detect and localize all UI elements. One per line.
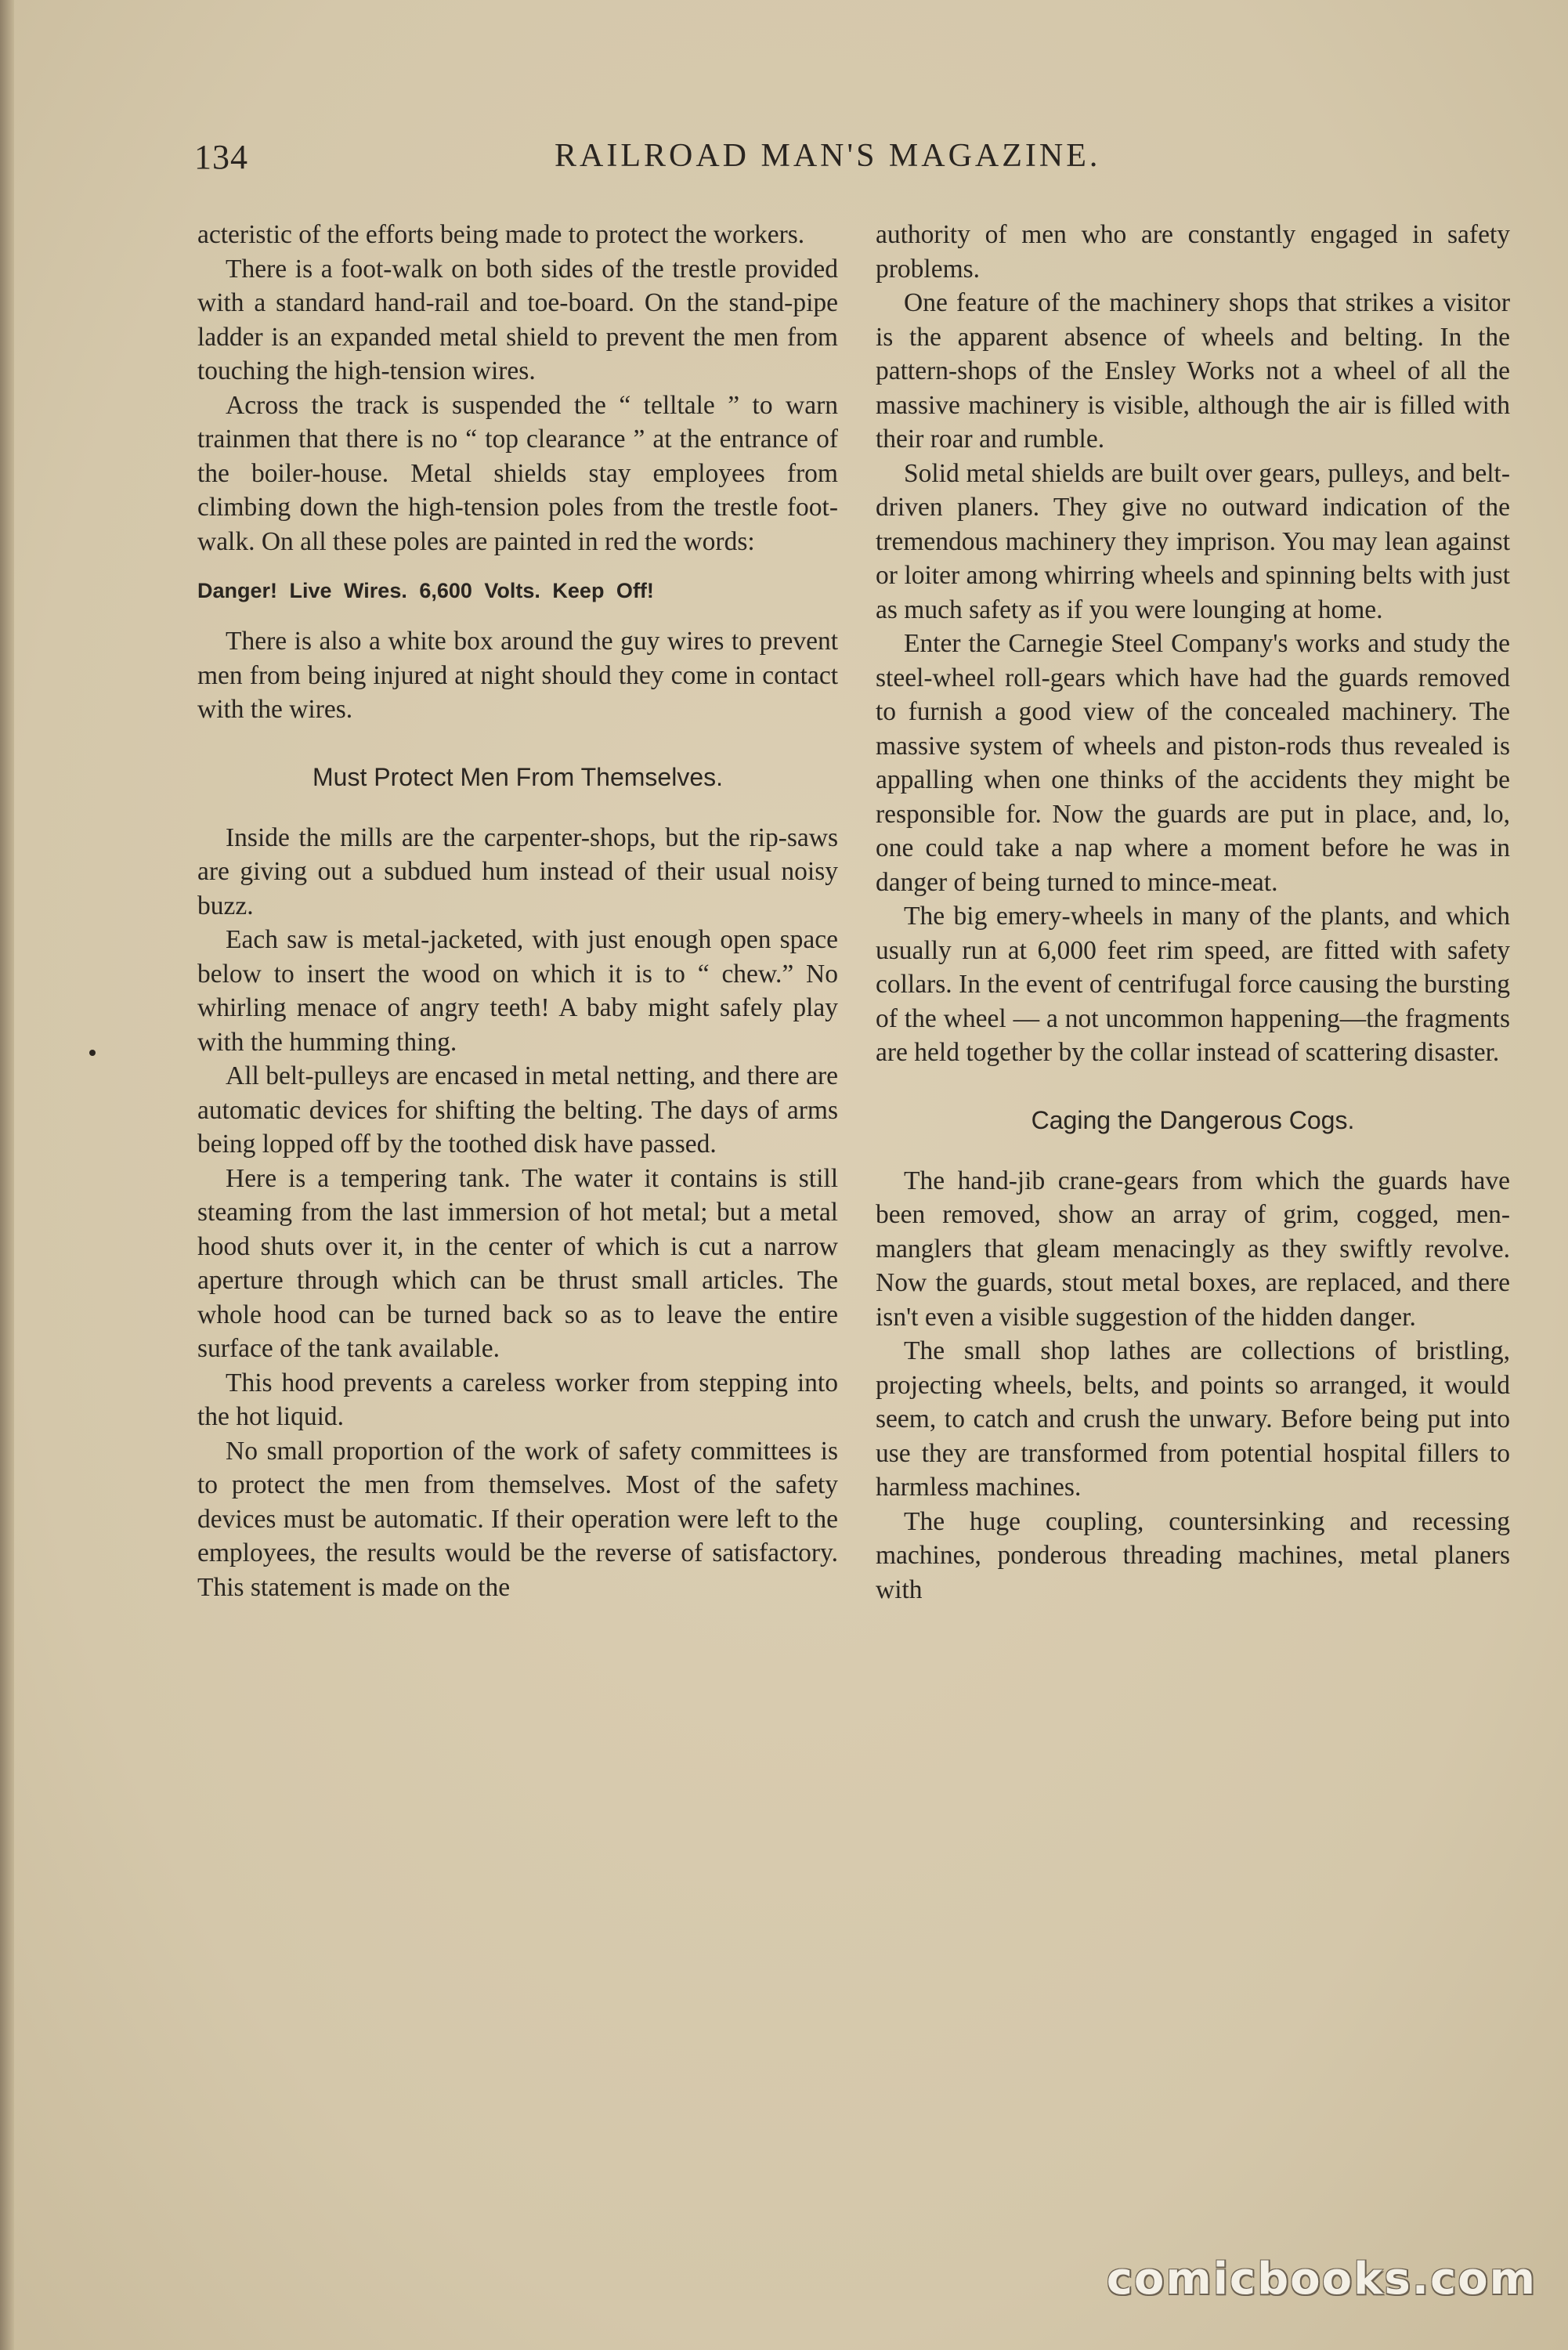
paragraph: Each saw is metal-jacketed, with just enough open space below to insert the wood on which it is to “ chew.” No whirling menace of angry teeth! A baby might safely play with the humming thing. bbox=[197, 925, 838, 1057]
section-subhead: Must Protect Men From Themselves. bbox=[313, 762, 723, 791]
paragraph: The big emery-wheels in many of the plants, and which usually run at 6,000 feet rim speed, are fitted with safety collars. In the event of centrifugal force causing the bursting of the wheel — a not uncommon happening—the fragments are held together by the collar instead of scattering disaster. bbox=[876, 902, 1510, 1067]
paragraph: Solid metal shields are built over gears, pulleys, and belt-driven planers. They give no outward indication of the tremendous machinery they imprison. You may lean against or loiter among whirring wheels and spinning belts with just as much safety as if you were lounging at home. bbox=[876, 458, 1510, 624]
page-spine-edge bbox=[0, 0, 14, 2350]
paragraph: The huge coupling, countersinking and recessing machines, ponderous threading machines, metal planers with bbox=[876, 1506, 1510, 1604]
paragraph: This hood prevents a careless worker from stepping into the hot liquid. bbox=[197, 1368, 838, 1431]
danger-notice: Danger! Live Wires. 6,600 Volts. Keep Off! bbox=[197, 579, 654, 602]
watermark-logo: comicbooks.com bbox=[1106, 2254, 1537, 2305]
paragraph: There is also a white box around the guy wires to prevent men from being injured at night should they come in contact with the wires. bbox=[197, 627, 838, 724]
paragraph: All belt-pulleys are encased in metal netting, and there are automatic devices for shifting the belting. The days of arms being lopped off by the toothed disk have passed. bbox=[197, 1061, 838, 1159]
paragraph: acteristic of the efforts being made to protect the workers. bbox=[197, 220, 805, 249]
margin-dot bbox=[89, 1050, 96, 1056]
left-column bbox=[197, 218, 838, 1604]
running-head: RAILROAD MAN'S MAGAZINE. bbox=[555, 138, 1101, 174]
paragraph: Inside the mills are the carpenter-shops, but the rip-saws are giving out a subdued hum instead of their usual noisy buzz. bbox=[197, 822, 838, 920]
paragraph: The small shop lathes are collections of bristling, projecting wheels, belts, and points so arranged, it would seem, to catch and crush the unwary. Before being put into use they are transformed from potential hospital fillers to harmless machines. bbox=[876, 1336, 1510, 1502]
paragraph: One feature of the machinery shops that strikes a visitor is the apparent absence of wheels and belting. In the pattern-shops of the Ensley Works not a wheel of all the massive machinery is visible, although the air is filled with their roar and rumble. bbox=[876, 288, 1510, 454]
page-number: 134 bbox=[194, 138, 248, 176]
paragraph: Here is a tempering tank. The water it contains is still steaming from the last immersion of hot metal; but a metal hood shuts over it, in the center of which is cut a narrow aperture through which can be thrust small articles. The whole hood can be turned back so as to leave the entire surface of the tank available. bbox=[197, 1163, 838, 1363]
section-subhead: Caging the Dangerous Cogs. bbox=[1031, 1105, 1355, 1134]
paragraph: No small proportion of the work of safety committees is to protect the men from themselves. Most of the safety devices must be automatic. If their operation were left to the employees, the results would be the reverse of satisfactory. This statement is made on the bbox=[197, 1436, 838, 1602]
paragraph: There is a foot-walk on both sides of the trestle provided with a standard hand-rail and toe-board. On the stand-pipe ladder is an expanded metal shield to prevent the men from touching the high-tension wires. bbox=[197, 254, 838, 385]
paragraph: authority of men who are constantly engaged in safety problems. bbox=[876, 220, 1510, 284]
paragraph: Across the track is suspended the “ telltale ” to warn trainmen that there is no “ top clearance ” at the entrance of the boiler-house. Metal shields stay employees from climbing down the high-tension poles from the trestle foot-walk. On all these poles are painted in red the words: bbox=[197, 390, 838, 556]
paragraph: The hand-jib crane-gears from which the guards have been removed, show an array of grim, cogged, men-manglers that gleam menacingly as they swiftly revolve. Now the guards, stout metal boxes, are replaced, and there isn't even a visible suggestion of the hidden danger. bbox=[876, 1166, 1510, 1332]
paragraph: Enter the Carnegie Steel Company's works and study the steel-wheel roll-gears which have had the guards removed to furnish a good view of the concealed machinery. The massive system of wheels and piston-rods thus revealed is appalling when one thinks of the accidents they might be responsible for. Now the guards are put in place, and, lo, one could take a nap where a moment before he was in danger of being turned to mince-meat. bbox=[876, 629, 1510, 897]
right-column bbox=[876, 218, 1510, 1607]
page-header bbox=[194, 137, 1474, 184]
